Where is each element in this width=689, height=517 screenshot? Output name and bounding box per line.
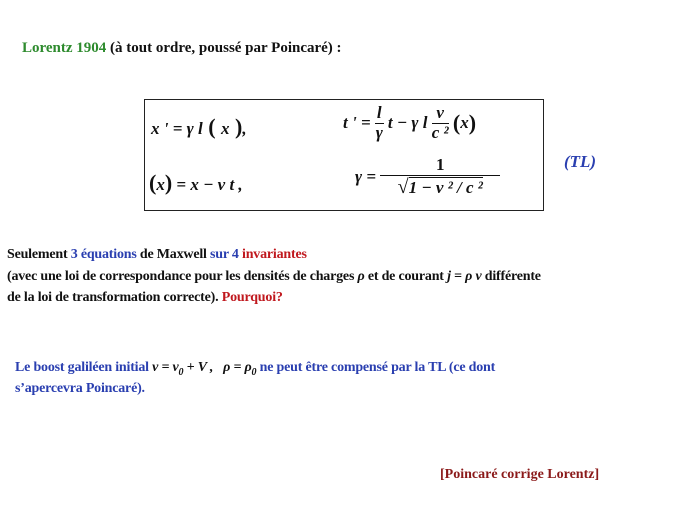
gamma-den-wrap bbox=[380, 176, 500, 198]
t-frac-1-den: γ bbox=[375, 122, 383, 142]
p2-rho: ρ bbox=[357, 269, 365, 284]
paren-close-3: ) bbox=[164, 170, 173, 195]
footer-note: [Poincaré corrige Lorentz] bbox=[440, 467, 600, 482]
p1-three-equations: 3 équations bbox=[70, 247, 137, 262]
p1-invariantes: invariantes bbox=[242, 247, 307, 262]
heading-author-year: Lorentz 1904 bbox=[22, 40, 107, 56]
heading-rest: (à tout ordre, poussé par Poincaré) : bbox=[106, 40, 342, 56]
t-frac-1 bbox=[375, 104, 384, 142]
boost-rho-sub: 0 bbox=[251, 366, 257, 378]
gamma-frac bbox=[380, 156, 500, 198]
boost-velocity-formula bbox=[152, 360, 214, 378]
t-arg: x bbox=[460, 113, 469, 133]
boost-line-1 bbox=[15, 360, 495, 378]
p2-text-c: différente bbox=[481, 269, 541, 284]
boost-v-sub: 0 bbox=[178, 366, 184, 378]
p2-text-a: (avec une loi de correspondance pour les densités de charges bbox=[7, 269, 358, 284]
t-prime-lhs: t ' = bbox=[343, 113, 371, 133]
boost-v-eq: v = v bbox=[152, 360, 179, 375]
paragraph-line-1 bbox=[7, 247, 307, 263]
boost-rho-eq: ρ = ρ bbox=[223, 360, 252, 375]
paren-open: ( bbox=[202, 114, 222, 139]
paragraph-line-3 bbox=[7, 290, 283, 306]
boost-v-end: + V , bbox=[183, 360, 214, 375]
t-frac-1-num: l bbox=[376, 103, 382, 122]
x-row2-rhs: = x − v t , bbox=[176, 175, 243, 194]
gamma-num: 1 bbox=[380, 156, 500, 176]
boost-text-a: Le boost galiléen initial bbox=[15, 360, 153, 375]
boost-line-2: s’apercevra Poincaré). bbox=[15, 381, 145, 396]
p1-text-c: de Maxwell bbox=[136, 247, 211, 262]
p3-pourquoi: Pourquoi? bbox=[221, 290, 283, 305]
paren-close: ) bbox=[229, 114, 243, 139]
paren-open-2: ( bbox=[452, 110, 461, 136]
tl-label: (TL) bbox=[564, 152, 597, 171]
boost-rho-formula bbox=[223, 360, 257, 378]
paren-close-2: ) bbox=[468, 110, 477, 136]
t-frac-2-num: v bbox=[432, 104, 449, 124]
p2-text-b: et de courant bbox=[364, 269, 448, 284]
x-row2-arg: x bbox=[156, 175, 165, 194]
p3-text-a: de la loi de transformation correcte). bbox=[7, 290, 222, 305]
p1-sur-4: sur 4 bbox=[210, 247, 243, 262]
formula-x-row2 bbox=[149, 170, 243, 196]
p1-text-a: Seulement bbox=[7, 247, 71, 262]
boost-text-b: ne peut être compensé par la TL (ce dont bbox=[256, 360, 496, 375]
p2-current-formula: j = ρ v bbox=[447, 269, 482, 284]
gamma-den: 1 − v ² / c ² bbox=[408, 177, 483, 197]
t-frac-2 bbox=[432, 104, 449, 142]
t-mid: t − γ l bbox=[387, 113, 428, 133]
x-prime-arg: x bbox=[221, 119, 230, 138]
paragraph-line-2 bbox=[7, 269, 541, 285]
sqrt-icon: √ bbox=[397, 175, 409, 198]
x-prime-rhs: , bbox=[242, 119, 247, 138]
paren-open-3: ( bbox=[149, 170, 157, 195]
x-prime-lhs: x ' = γ l bbox=[151, 119, 203, 138]
t-frac-2-den: c ² bbox=[431, 122, 449, 142]
formula-gamma bbox=[355, 156, 500, 198]
gamma-lhs: γ = bbox=[355, 166, 377, 186]
formula-x-prime bbox=[151, 114, 247, 140]
formula-box bbox=[144, 99, 544, 211]
formula-t-prime bbox=[343, 104, 476, 142]
heading bbox=[22, 40, 342, 57]
